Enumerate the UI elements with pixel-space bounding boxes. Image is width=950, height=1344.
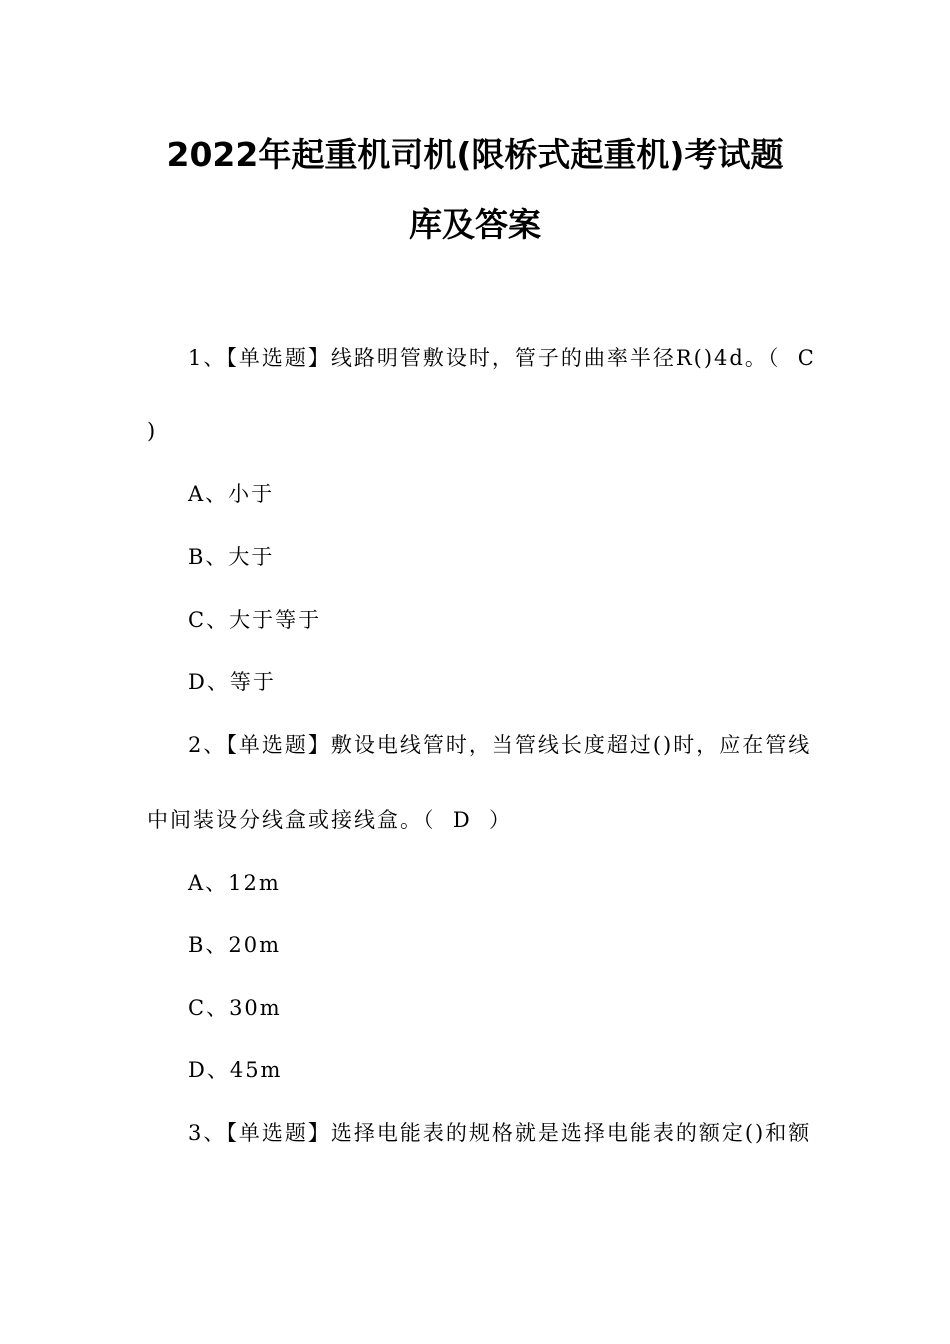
question-3-stem: 3、【单选题】选择电能表的规格就是选择电能表的额定()和额 xyxy=(188,1121,812,1145)
question-2-stem: 2、【单选题】敷设电线管时，当管线长度超过()时，应在管线 xyxy=(188,733,812,757)
question-2-option-b: B、20m xyxy=(188,933,282,957)
question-1-option-b: B、大于 xyxy=(188,545,275,569)
document-title-line1: 2022年起重机司机(限桥式起重机)考试题 xyxy=(166,135,784,174)
question-1-option-a: A、小于 xyxy=(188,482,275,506)
question-2-option-a: A、12m xyxy=(188,871,281,895)
question-1-option-c: C、大于等于 xyxy=(188,608,322,632)
question-2-stem-continued: 中间装设分线盒或接线盒。（ D ） xyxy=(147,808,513,832)
question-1-stem: 1、【单选题】线路明管敷设时，管子的曲率半径R()4d。（ C xyxy=(188,346,816,370)
question-1-stem-continued: ) xyxy=(147,419,158,443)
question-2-option-d: D、45m xyxy=(188,1058,283,1082)
document-title-line2: 库及答案 xyxy=(409,205,541,244)
question-2-option-c: C、30m xyxy=(188,996,282,1020)
question-1-option-d: D、等于 xyxy=(188,670,276,694)
